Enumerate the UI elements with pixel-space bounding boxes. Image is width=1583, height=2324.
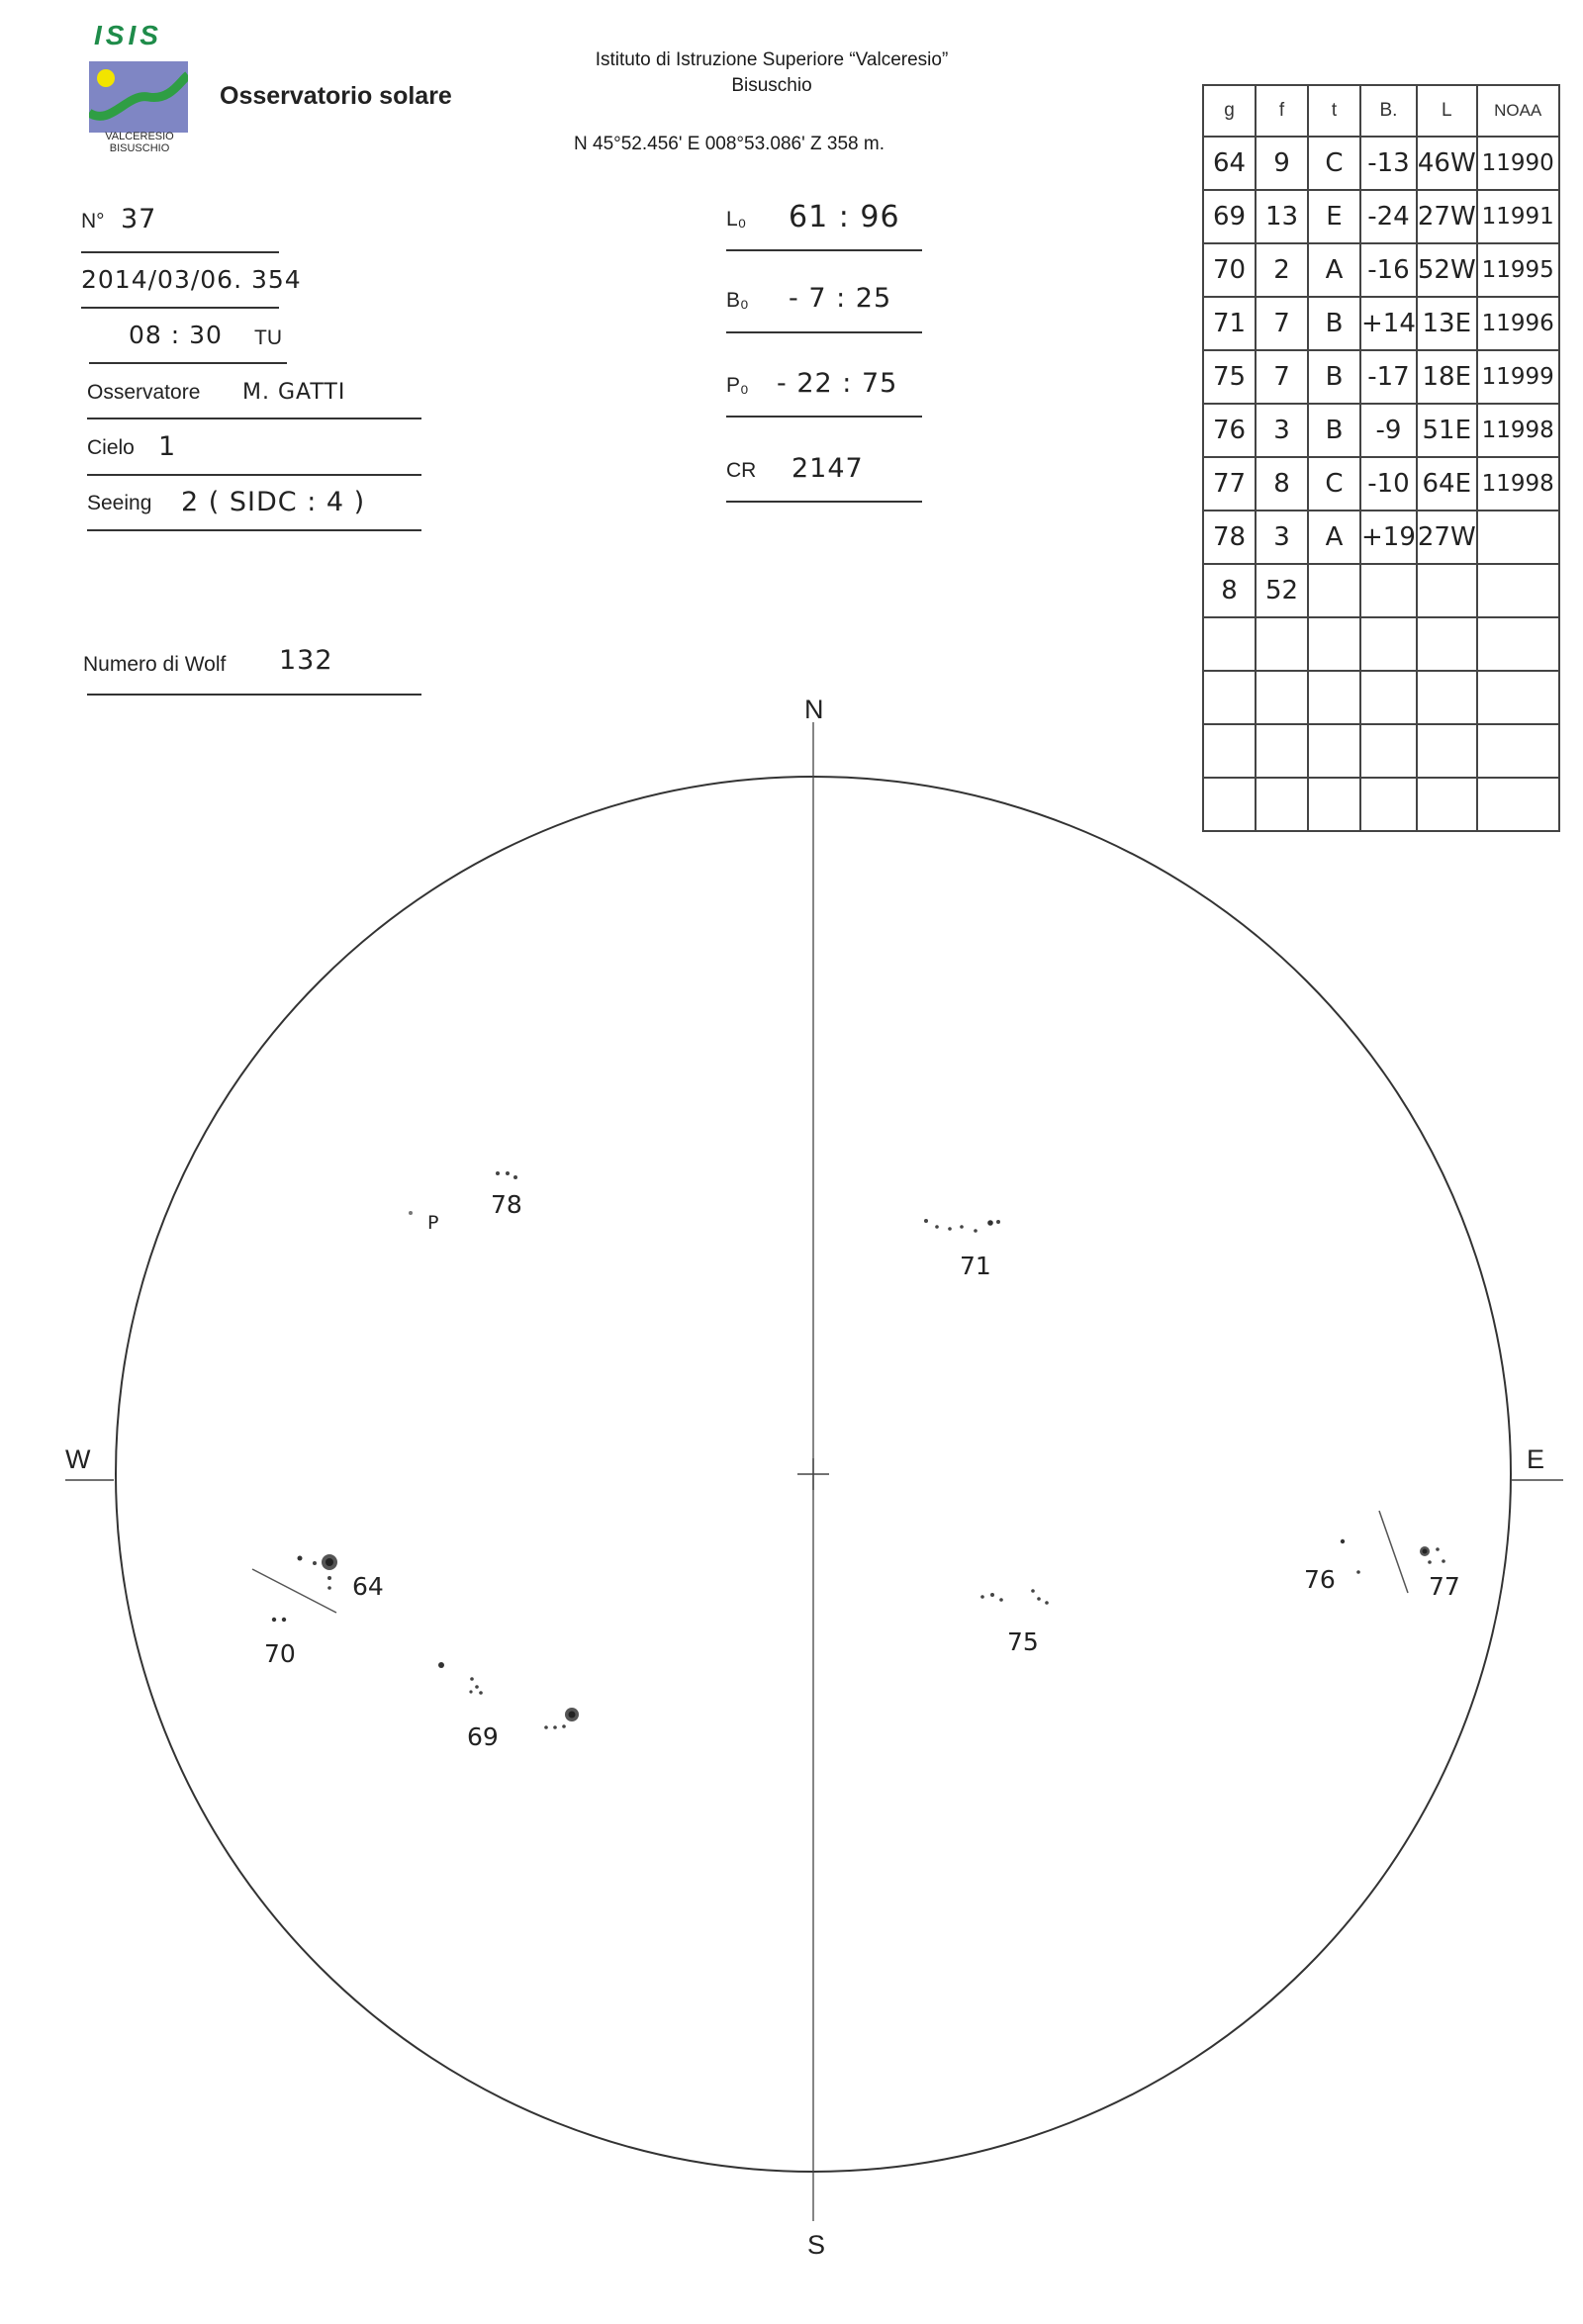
- sunspot-group-77: [1379, 1511, 1460, 1601]
- wolf-label: Numero di Wolf: [83, 653, 227, 676]
- cell-l: 52W: [1417, 243, 1477, 297]
- cell-t: B: [1308, 350, 1360, 404]
- cell-t: A: [1308, 511, 1360, 564]
- institute-town: Bisuschio: [731, 75, 812, 96]
- time-unit: TU: [254, 326, 282, 349]
- cell-f: 13: [1256, 190, 1308, 243]
- time-value: 08 : 30: [129, 321, 223, 349]
- header-b: B.: [1360, 85, 1417, 137]
- header-l: L: [1417, 85, 1477, 137]
- b0-label: B₀: [726, 289, 749, 312]
- cell-l: 27W: [1417, 511, 1477, 564]
- cell-b: +19: [1360, 511, 1417, 564]
- cell-noaa: 11998: [1477, 404, 1559, 457]
- cell-b: -16: [1360, 243, 1417, 297]
- header-f: f: [1256, 85, 1308, 137]
- observer-label: Osservatore: [87, 381, 201, 404]
- group-75-label: 75: [1007, 1627, 1039, 1656]
- cell-t: A: [1308, 243, 1360, 297]
- cell-b: +14: [1360, 297, 1417, 350]
- sky-value: 1: [158, 431, 177, 462]
- cell-g: 70: [1203, 243, 1256, 297]
- cell-l: 18E: [1417, 350, 1477, 404]
- cell-f: 9: [1256, 137, 1308, 190]
- b0-value: - 7 : 25: [789, 283, 892, 314]
- header-t: t: [1308, 85, 1360, 137]
- cell-t: B: [1308, 404, 1360, 457]
- date-value: 2014/03/06. 354: [81, 265, 302, 294]
- number-label: N°: [81, 210, 105, 232]
- cell-f: 2: [1256, 243, 1308, 297]
- group-78-label: 78: [491, 1190, 522, 1219]
- sunspot-group-78: [409, 1171, 522, 1234]
- logo-wordmark: ISIS: [94, 20, 162, 50]
- cell-g: 64: [1203, 137, 1256, 190]
- page-title: Osservatorio solare: [220, 82, 452, 110]
- group-78-note: P: [427, 1212, 439, 1234]
- observer-value: M. GATTI: [242, 380, 346, 405]
- group-71-label: 71: [960, 1252, 991, 1280]
- cell-g: 69: [1203, 190, 1256, 243]
- cell-g: 78: [1203, 511, 1256, 564]
- south-label: S: [807, 2230, 826, 2260]
- cell-f: 7: [1256, 350, 1308, 404]
- p0-value: - 22 : 75: [777, 368, 898, 399]
- cell-l: 51E: [1417, 404, 1477, 457]
- north-label: N: [804, 695, 824, 724]
- cell-b: -24: [1360, 190, 1417, 243]
- cell-l: 13E: [1417, 297, 1477, 350]
- cr-label: CR: [726, 459, 757, 482]
- institute-name: Istituto di Istruzione Superiore “Valceresio”: [595, 49, 949, 70]
- cell-f: 3: [1256, 404, 1308, 457]
- observatory-coordinates: N 45°52.456' E 008°53.086' Z 358 m.: [574, 134, 885, 154]
- header-g: g: [1203, 85, 1256, 137]
- cell-g: 76: [1203, 404, 1256, 457]
- cell-noaa: 11990: [1477, 137, 1559, 190]
- cell-t: E: [1308, 190, 1360, 243]
- group-70-label: 70: [264, 1639, 296, 1668]
- sunspot-group-71: [924, 1219, 1000, 1280]
- seeing-value: 2 ( SIDC : 4 ): [181, 487, 366, 517]
- cell-g: 8: [1203, 564, 1256, 617]
- west-label: W: [65, 1444, 91, 1474]
- east-label: E: [1527, 1444, 1545, 1474]
- cell-g: 77: [1203, 457, 1256, 511]
- number-value: 37: [121, 204, 157, 234]
- sunspot-group-75: [980, 1589, 1049, 1656]
- cell-t: C: [1308, 137, 1360, 190]
- group-69-label: 69: [467, 1722, 499, 1751]
- cell-f: 7: [1256, 297, 1308, 350]
- sunspot-group-76: [1304, 1539, 1360, 1594]
- l0-label: L₀: [726, 208, 747, 231]
- group-64-label: 64: [352, 1572, 384, 1601]
- cell-g: 71: [1203, 297, 1256, 350]
- cell-f: 3: [1256, 511, 1308, 564]
- cell-b: -13: [1360, 137, 1417, 190]
- cell-l: 46W: [1417, 137, 1477, 190]
- p0-label: P₀: [726, 374, 749, 397]
- cell-noaa: 11999: [1477, 350, 1559, 404]
- cell-b: -17: [1360, 350, 1417, 404]
- wolf-value: 132: [279, 645, 333, 676]
- cr-value: 2147: [792, 453, 864, 484]
- sunspot-group-64: [252, 1554, 384, 1613]
- cell-noaa: 11991: [1477, 190, 1559, 243]
- header-noaa: NOAA: [1477, 85, 1559, 137]
- cell-f: 8: [1256, 457, 1308, 511]
- logo-caption-line1: VALCERESIO: [105, 131, 174, 142]
- cell-l: 27W: [1417, 190, 1477, 243]
- seeing-label: Seeing: [87, 492, 152, 514]
- l0-value: 61 : 96: [789, 200, 900, 234]
- cell-b: -10: [1360, 457, 1417, 511]
- cell-t: C: [1308, 457, 1360, 511]
- group-77-label: 77: [1429, 1572, 1460, 1601]
- cell-f: 52: [1256, 564, 1308, 617]
- sky-label: Cielo: [87, 436, 135, 459]
- group-76-label: 76: [1304, 1565, 1336, 1594]
- sunspot-group-69: [438, 1662, 579, 1751]
- sunspot-group-70: [264, 1618, 296, 1668]
- cell-l: 64E: [1417, 457, 1477, 511]
- cell-noaa: 11998: [1477, 457, 1559, 511]
- cell-g: 75: [1203, 350, 1256, 404]
- cell-b: -9: [1360, 404, 1417, 457]
- cell-noaa: 11995: [1477, 243, 1559, 297]
- cell-t: B: [1308, 297, 1360, 350]
- cell-noaa: 11996: [1477, 297, 1559, 350]
- logo-caption-line2: BISUSCHIO: [109, 142, 170, 154]
